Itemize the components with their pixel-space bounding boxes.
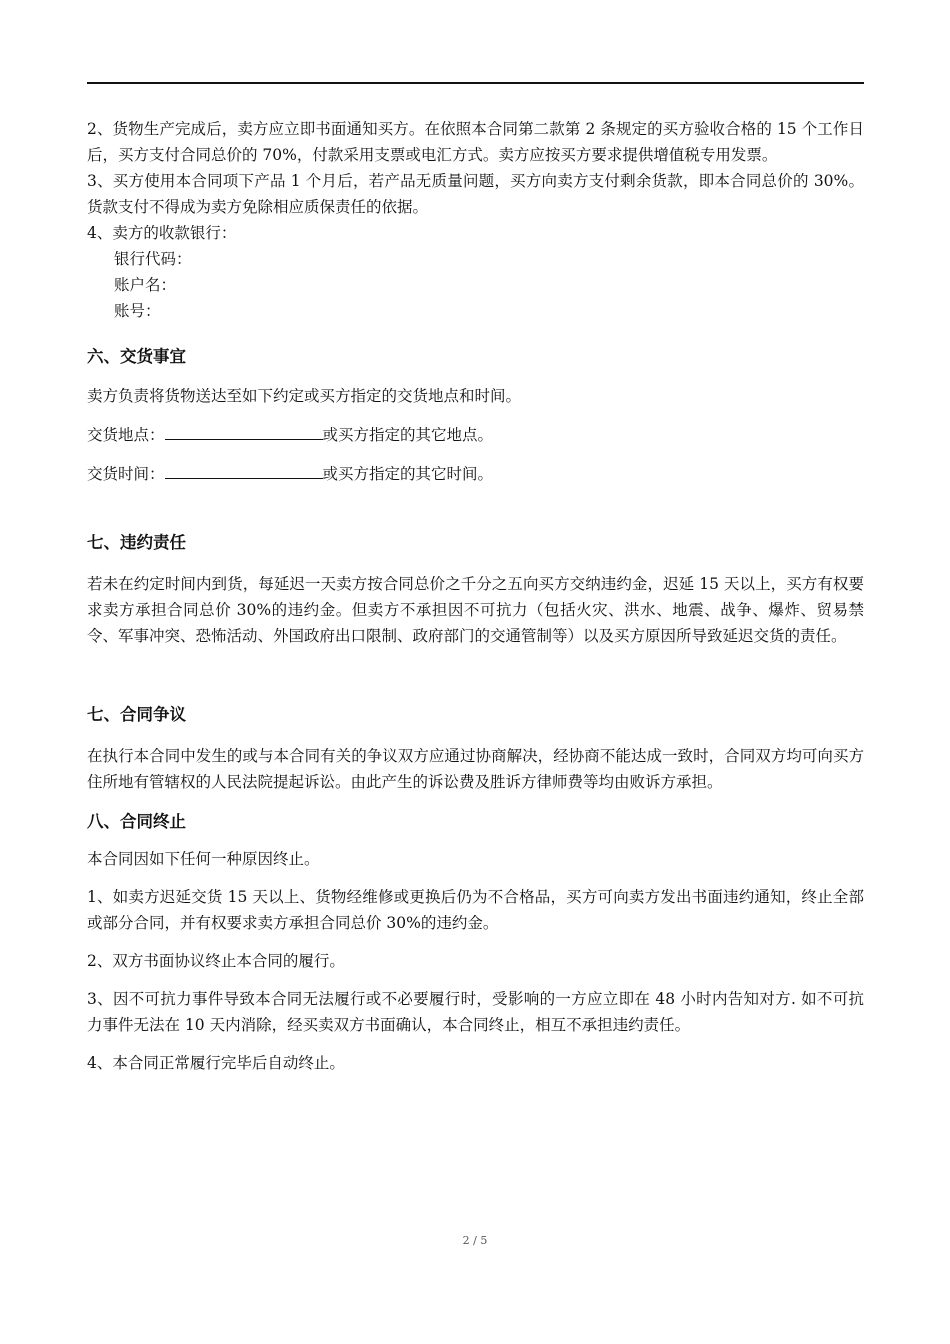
account-name-line: 账户名： bbox=[114, 276, 177, 294]
delivery-time-label: 交货时间： bbox=[87, 465, 165, 483]
termination-intro: 本合同因如下任何一种原因终止。 bbox=[87, 850, 320, 868]
termination-clause-1: 1、如卖方迟延交货 15 天以上、货物经维修或更换后仍为不合格品，买方可向卖方发出书面违约通知，终止全部或部分合同，并有权要求卖方承担合同总价 30%的违约金。 bbox=[87, 888, 864, 932]
page-number: 2 / 5 bbox=[462, 1234, 488, 1247]
termination-clause-3: 3、因不可抗力事件导致本合同无法履行或不必要履行时，受影响的一方应立即在 48 小时内告知对方. 如不可抗力事件无法在 10 天内消除，经买卖双方书面确认，本合同终止，相互不承担违约责任。 bbox=[87, 990, 864, 1034]
document-body bbox=[87, 116, 864, 1076]
delivery-place-line bbox=[87, 421, 864, 448]
header-rule bbox=[87, 82, 864, 84]
section-heading-delivery: 六、交货事宜 bbox=[87, 347, 186, 366]
account-number-line: 账号： bbox=[114, 302, 161, 320]
payment-clause-2: 2、货物生产完成后，卖方应立即书面通知买方。在依照本合同第二款第 2 条规定的买方验收合格的 15 个工作日后，买方支付合同总价的 70%，付款采用支票或电汇方式。卖方应按买方要求提供增值税专用发票。 bbox=[87, 120, 864, 164]
delivery-place-blank bbox=[165, 421, 323, 440]
delivery-time-line bbox=[87, 460, 864, 487]
delivery-place-label: 交货地点： bbox=[87, 426, 165, 444]
bank-code-line: 银行代码： bbox=[114, 250, 192, 268]
delivery-intro: 卖方负责将货物送达至如下约定或买方指定的交货地点和时间。 bbox=[87, 387, 522, 405]
delivery-place-suffix: 或买方指定的其它地点。 bbox=[322, 426, 494, 444]
section-heading-liability: 七、违约责任 bbox=[87, 533, 186, 552]
termination-clause-4: 4、本合同正常履行完毕后自动终止。 bbox=[87, 1054, 345, 1072]
liability-body: 若未在约定时间内到货，每延迟一天卖方按合同总价之千分之五向买方交纳违约金，迟延 15 天以上，买方有权要求卖方承担合同总价 30%的违约金。但卖方不承担因不可抗力（包括火灾、洪水、地震、战争、爆炸、贸易禁令、军事冲突、恐怖活动、外国政府出口限制、政府部门的交通管制等）以及买方原因所导致延迟交货的责任。 bbox=[87, 575, 864, 645]
section-heading-dispute: 七、合同争议 bbox=[87, 705, 186, 724]
payment-clause-4: 4、卖方的收款银行： bbox=[87, 224, 237, 242]
section-heading-termination: 八、合同终止 bbox=[87, 812, 186, 831]
payment-clause-3: 3、买方使用本合同项下产品 1 个月后，若产品无质量问题，买方向卖方支付剩余货款，即本合同总价的 30%。货款支付不得成为卖方免除相应质保责任的依据。 bbox=[87, 172, 864, 216]
dispute-body: 在执行本合同中发生的或与本合同有关的争议双方应通过协商解决，经协商不能达成一致时，合同双方均可向买方住所地有管辖权的人民法院提起诉讼。由此产生的诉讼费及胜诉方律师费等均由败诉方承担。 bbox=[87, 747, 864, 791]
delivery-time-suffix: 或买方指定的其它时间。 bbox=[322, 465, 494, 483]
termination-clause-2: 2、双方书面协议终止本合同的履行。 bbox=[87, 952, 345, 970]
delivery-time-blank bbox=[165, 460, 323, 479]
